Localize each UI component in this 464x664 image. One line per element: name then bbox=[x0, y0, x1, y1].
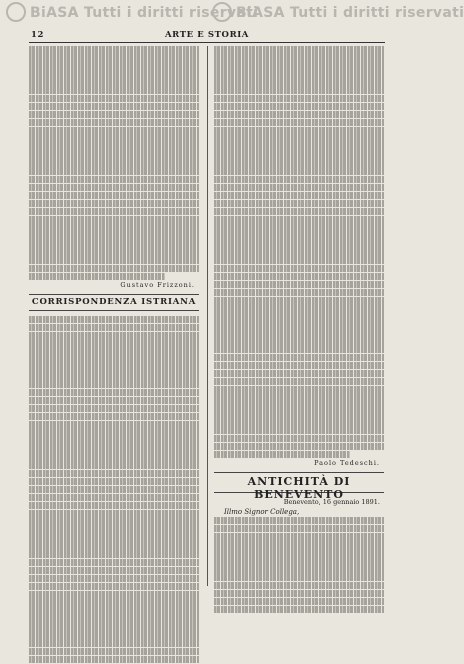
column-divider bbox=[207, 46, 208, 586]
article-body bbox=[214, 46, 384, 458]
watermark-seal-icon bbox=[6, 2, 26, 22]
watermark-seal-icon bbox=[212, 2, 232, 22]
article-signature: Paolo Tedeschi. bbox=[314, 458, 380, 467]
section-title: CORRISPONDENZA ISTRIANA bbox=[31, 296, 197, 307]
header-rule bbox=[29, 42, 385, 43]
watermark-text-right: BiASA Tutti i diritti riservati bbox=[236, 5, 464, 21]
article-dateline: Benevento, 16 gennaio 1891. bbox=[283, 497, 380, 506]
section-header bbox=[29, 294, 199, 311]
article-signature: Gustavo Frizzoni. bbox=[120, 280, 195, 289]
article-salutation: Illmo Signor Collega, bbox=[224, 507, 300, 516]
article-body bbox=[29, 46, 199, 280]
watermark bbox=[0, 0, 464, 26]
left-column bbox=[29, 46, 199, 664]
journal-page bbox=[29, 28, 385, 588]
article-body bbox=[29, 316, 199, 664]
journal-title: ARTE E STORIA bbox=[164, 30, 249, 40]
page-number: 12 bbox=[31, 30, 45, 40]
right-column bbox=[214, 46, 384, 614]
section-title: ANTICHITÀ DI BENEVENTO bbox=[247, 474, 351, 501]
page-header bbox=[29, 28, 385, 42]
section-header bbox=[214, 472, 384, 501]
watermark-text-left: BiASA Tutti i diritti riservati bbox=[30, 5, 259, 21]
article-body bbox=[214, 517, 384, 614]
